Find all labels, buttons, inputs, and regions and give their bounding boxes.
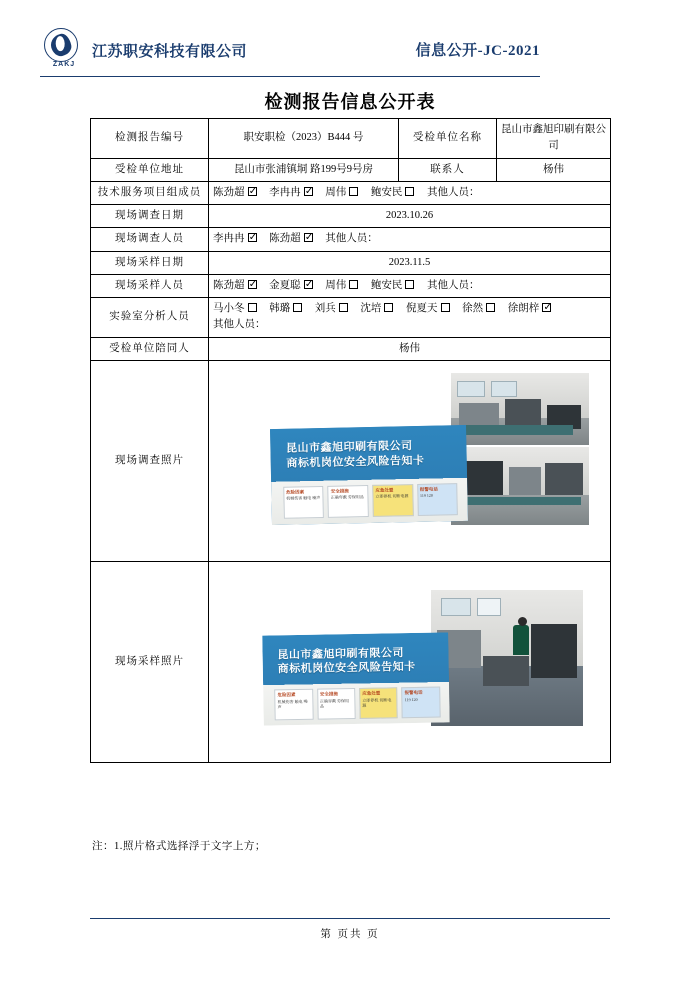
checkbox-icon[interactable] [405,187,414,196]
sampling-date-label: 现场采样日期 [91,251,209,274]
sign-line-2: 商标机岗位安全风险告知卡 [286,455,425,470]
survey-staff-cell [209,228,611,251]
checkbox-icon[interactable] [248,280,257,289]
lab-staff-label: 实验室分析人员 [91,298,209,338]
scene-machine [463,425,573,435]
sign-card [283,485,324,518]
sign-card-text: 119 120 [419,492,433,499]
scene-window [477,598,501,616]
team-others-label: 其他人员： [427,186,480,198]
checkbox-icon[interactable] [405,280,414,289]
sign-card-text: 119 120 [404,696,418,702]
sign-line-1: 昆山市鑫旭印刷有限公司 [285,440,413,456]
document-header [40,28,540,78]
checkbox-icon[interactable] [293,303,302,312]
survey-photo-safety-sign [270,425,468,525]
survey-date-label: 现场调查日期 [91,205,209,228]
survey-photo-workshop-bottom [451,447,589,525]
lab-staff-member [213,301,257,317]
table-row-escort [91,337,611,360]
contact-value: 杨伟 [497,158,611,181]
sign-title [286,439,455,472]
report-no-label: 检测报告编号 [91,119,209,159]
sign-line-2: 商标机岗位安全风险告知卡 [277,661,416,676]
lab-staff-member [269,301,302,317]
lab-staff-name: 马小冬 [213,303,245,315]
sampling-staff-name: 陈劲超 [213,279,245,291]
scene-machine [461,497,581,505]
scene-machine [459,403,499,425]
team-label: 技术服务项目组成员 [91,181,209,204]
checkbox-icon[interactable] [542,303,551,312]
checkbox-icon[interactable] [349,280,358,289]
report-no-value: 职安职检（2023）B444 号 [209,119,399,159]
survey-photo-workshop-top [451,373,589,445]
lab-staff-name: 沈培 [360,303,382,315]
scene-machine [531,624,577,678]
sign-card [328,485,369,518]
logo-text: ZAKJ [52,61,76,68]
workshop-scene [431,590,583,726]
sign-card-text: 机械伤害 触电 噪声 [286,495,321,501]
scene-machine [509,467,541,495]
lab-staff-name: 刘兵 [314,303,336,315]
sign-card-title: 危险因素 [286,488,305,495]
survey-staff-others-label: 其他人员： [325,233,378,245]
table-row-survey-date [91,205,611,228]
page-title: 检测报告信息公开表 [264,92,436,112]
sign-card-text: 立即停机 切断电源 [375,493,409,500]
sampling-date-value: 2023.11.5 [209,251,611,274]
scene-window [457,381,485,397]
sampling-staff-member [269,278,313,294]
safety-sign-board [262,632,450,725]
sampling-staff-name: 周伟 [325,279,347,291]
table-row-report-no [91,119,611,159]
checkbox-icon[interactable] [304,233,313,242]
lab-staff-member [462,301,495,317]
footnote: 注：1.照片格式选择浮于文字上方； [92,841,266,852]
scene-machine [545,463,583,495]
header-divider [40,76,540,77]
lab-staff-line [213,301,606,317]
sign-card [274,689,313,720]
table-row-team [91,181,611,204]
sampling-staff-others-label: 其他人员： [427,279,480,291]
company-name: 江苏职安科技有限公司 [92,44,248,60]
sampling-staff-member [371,278,415,294]
sampling-photo-stage [209,562,610,762]
team-member [325,185,358,201]
team-members-cell [209,181,611,204]
table-row-survey-staff [91,228,611,251]
sign-card-text: 机械伤害 触电 噪声 [277,698,308,709]
checkbox-icon[interactable] [304,187,313,196]
checkbox-icon[interactable] [486,303,495,312]
sign-card-title: 安全措施 [330,487,349,494]
survey-photo-cell [209,360,611,561]
team-member [213,185,257,201]
lab-staff-name: 倪夏天 [406,303,438,315]
sign-card [317,688,356,719]
workshop-scene [451,447,589,525]
scene-window [441,598,471,616]
client-name-label: 受检单位名称 [399,119,497,159]
lab-staff-name: 徐朗梓 [507,303,540,315]
sign-card-title: 安全措施 [319,691,338,697]
sign-card [359,687,398,718]
worker-figure [513,625,529,655]
lab-staff-member [508,301,552,317]
checkbox-icon[interactable] [339,303,348,312]
table-row-survey-photos [91,360,611,561]
sign-card [417,483,458,516]
lab-staff-member [360,301,393,317]
lab-staff-member [315,301,348,317]
sampling-photo-workshop [431,590,583,726]
team-member [371,185,415,201]
company-logo [40,28,88,72]
info-table [90,118,611,763]
scene-machine [505,399,541,427]
table-row-sampling-photos [91,561,611,762]
footer-divider [90,918,610,919]
survey-staff-name: 陈劲超 [269,233,301,245]
checkbox-icon[interactable] [304,280,313,289]
sign-card-title: 报警电话 [404,689,423,696]
sampling-photo-label: 现场采样照片 [91,561,209,762]
sampling-staff-name: 鲍安民 [370,279,403,291]
lab-staff-others-label: 其他人员： [213,319,266,331]
sign-card-title: 报警电话 [419,486,438,492]
client-name-value: 昆山市鑫旭印刷有限公司 [497,119,611,159]
escort-value: 杨伟 [209,337,611,360]
team-member-name: 陈劲超 [213,186,245,198]
sign-card-list [283,483,458,519]
team-member-name: 周伟 [325,186,347,198]
survey-staff-label: 现场调查人员 [91,228,209,251]
lab-staff-member [406,301,450,317]
checkbox-icon[interactable] [349,187,358,196]
team-member [269,185,313,201]
sign-card-title: 危险因素 [277,691,296,698]
sampling-staff-member [213,278,257,294]
sign-line-1: 昆山市鑫旭印刷有限公司 [277,646,405,661]
checkbox-icon[interactable] [248,233,257,242]
survey-staff-member [269,231,313,247]
sign-title [277,645,437,677]
table-row-sampling-date [91,251,611,274]
checkbox-icon[interactable] [384,303,393,312]
contact-label: 联系人 [399,158,497,181]
table-row-sampling-staff [91,274,611,297]
sign-card [401,686,440,717]
client-addr-label: 受检单位地址 [91,158,209,181]
survey-date-value: 2023.10.26 [209,205,611,228]
sampling-staff-member [325,278,358,294]
team-member-name: 鲍安民 [370,186,403,198]
lab-staff-name: 韩璐 [269,303,291,315]
table-row-address [91,158,611,181]
sign-card-text: 正确穿戴 劳保用品 [319,697,349,709]
workshop-scene [451,373,589,445]
sampling-photo-cell [209,561,611,762]
survey-staff-name: 李冉冉 [213,233,245,245]
survey-photo-label: 现场调查照片 [91,360,209,561]
scene-window [491,381,517,397]
checkbox-icon[interactable] [441,303,450,312]
survey-staff-member [213,231,257,247]
sampling-staff-label: 现场采样人员 [91,274,209,297]
escort-label: 受检单位陪同人 [91,337,209,360]
lab-staff-cell [209,298,611,338]
sign-card-text: 立即停机 切断电源 [362,696,392,708]
checkbox-icon[interactable] [248,187,257,196]
safety-sign-board [270,425,468,525]
lab-staff-name: 徐然 [462,303,484,315]
sign-card-title: 应急处置 [362,690,381,696]
sampling-staff-cell [209,274,611,297]
table-row-lab-staff [91,298,611,338]
survey-photo-stage [209,361,610,561]
client-addr-value: 昆山市张浦镇垌 路199号9号房 [209,158,399,181]
scene-machine [483,656,529,686]
sampling-photo-safety-sign [262,632,450,725]
sampling-staff-name: 金夏聪 [269,279,301,291]
page-number: 第 页共 页 [320,929,380,940]
checkbox-icon[interactable] [248,303,257,312]
sign-card-list [274,686,440,719]
sign-card-text: 正确穿戴 劳保用品 [330,494,364,500]
sign-card [372,484,413,517]
document-code: 信息公开-JC-2021 [415,43,540,59]
sign-card-title: 应急处置 [375,487,394,493]
team-member-name: 李冉冉 [269,186,301,198]
